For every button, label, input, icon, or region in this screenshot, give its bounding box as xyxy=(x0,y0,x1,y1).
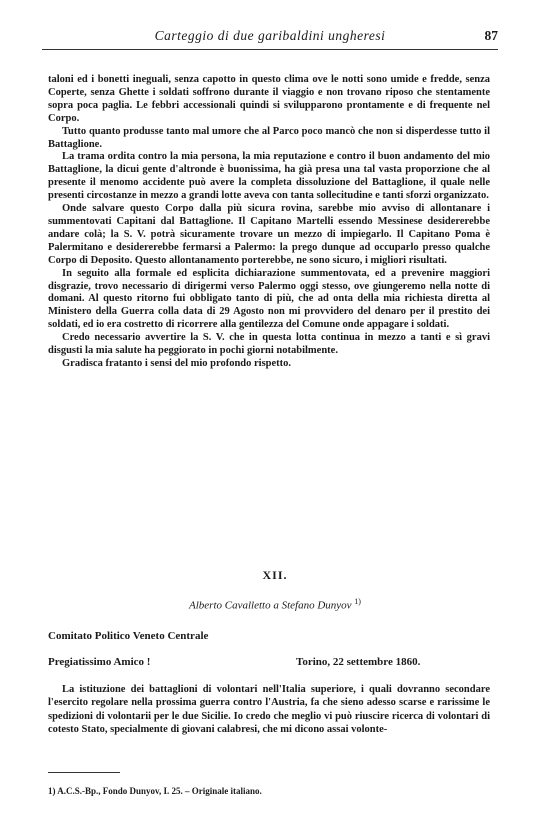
footnote-reference[interactable]: 1) xyxy=(354,597,361,606)
body-paragraph: Onde salvare questo Corpo dalla più sicura rovina, sarebbe mio avviso di allontanare i summentovati Capitani dal Battaglione. Il Capitano Martelli essendo Messinese desidererebbe andare colà; la S. V. potrà sicuramente trovare un mezzo di impiegarlo. Il Capitano Poma è Palermitano e desidererebbe fermarsi a Palermo: la prego dunque ad occuparlo presso qualche Corpo di Deposito. Questo allontanamento porterebbe, ne sono sicuro, i migliori risultati. xyxy=(48,203,490,266)
salutation: Pregiatissimo Amico ! xyxy=(48,656,151,668)
body-paragraph: La trama ordita contro la mia persona, la mia reputazione e contro il buon andamento del mio Battaglione, la dicui gente d'altronde è buonissima, ha già presa una tal vasta proporzione che al presente il menomo accidente può avere la completa dissoluzione del Battaglione, il quale nelle presenti circostanze in mezzo a grandi lotte aveva con tanta sollecitudine e tanti sforzi organizzato. xyxy=(48,151,490,202)
body-paragraph: taloni ed i bonetti ineguali, senza capotto in questo clima ove le notti sono umide e fredde, senza Coperte, senza Ghette i soldati soffrono durante il viaggio e non trovano riposo che stentamente sopra poca paglia. Le febbri accessionali quindi si svilupparono prontamente e di frequente nel Corpo. xyxy=(48,74,490,124)
body-paragraph: In seguito alla formale ed esplicita dichiarazione summentovata, ed a prevenire maggiori disgrazie, trovo necessario di dirigermi verso Palermo oggi stesso, ove giungeremo nella notte di domani. Al questo ritorno fui obbligato tanto di più, che ad onta della mia richiesta diretta al Ministero della Guerra colla data di 29 Agosto non mi provvidero del denaro per il prestito dei soldati, ed io era costretto di ricorrere alla gentilezza del Comune onde appagare i soldati. xyxy=(48,267,490,331)
letter-body xyxy=(48,683,490,737)
section-number: XII. xyxy=(262,568,288,582)
organization-line: Comitato Politico Veneto Centrale xyxy=(48,630,209,642)
footnote-divider xyxy=(48,772,120,773)
body-text xyxy=(48,74,490,371)
body-paragraph: Credo necessario avvertire la S. V. che in questa lotta continua in mezzo a tanti e sì gravi disgusti la mia salute ha peggiorato in pochi giorni notabilmente. xyxy=(48,332,490,357)
page-number: 87 xyxy=(484,28,498,43)
place-date: Torino, 22 settembre 1860. xyxy=(296,656,421,668)
letter-heading-text: Alberto Cavalletto a Stefano Dunyov xyxy=(189,599,352,612)
salutation-row xyxy=(48,656,490,668)
letter-heading xyxy=(0,597,550,612)
body-paragraph: Tutto quanto produsse tanto mal umore che al Parco poco mancò che non si disperdesse tutto il Battaglione. xyxy=(48,125,490,150)
running-title: Carteggio di due garibaldini ungheresi xyxy=(154,28,386,43)
footnote: 1) A.C.S.-Bp., Fondo Dunyov, I. 25. – Originale italiano. xyxy=(48,786,262,796)
running-header xyxy=(42,28,498,50)
body-paragraph: Gradisca fratanto i sensi del mio profondo rispetto. xyxy=(62,357,292,369)
letter-paragraph: La istituzione dei battaglioni di volontari nell'Italia superiore, i quali dovranno secondare l'esercito regolare nella prossima guerra contro l'Austria, fa che sieno adesso scarse e rarissime le spedizioni di volontarii per le due Sicilie. Io credo che meglio vi può riuscire ricerca di volontari di cotesto Stato, specialmente di giovani calabresi, che mi dicono assai volonte- xyxy=(48,684,490,736)
